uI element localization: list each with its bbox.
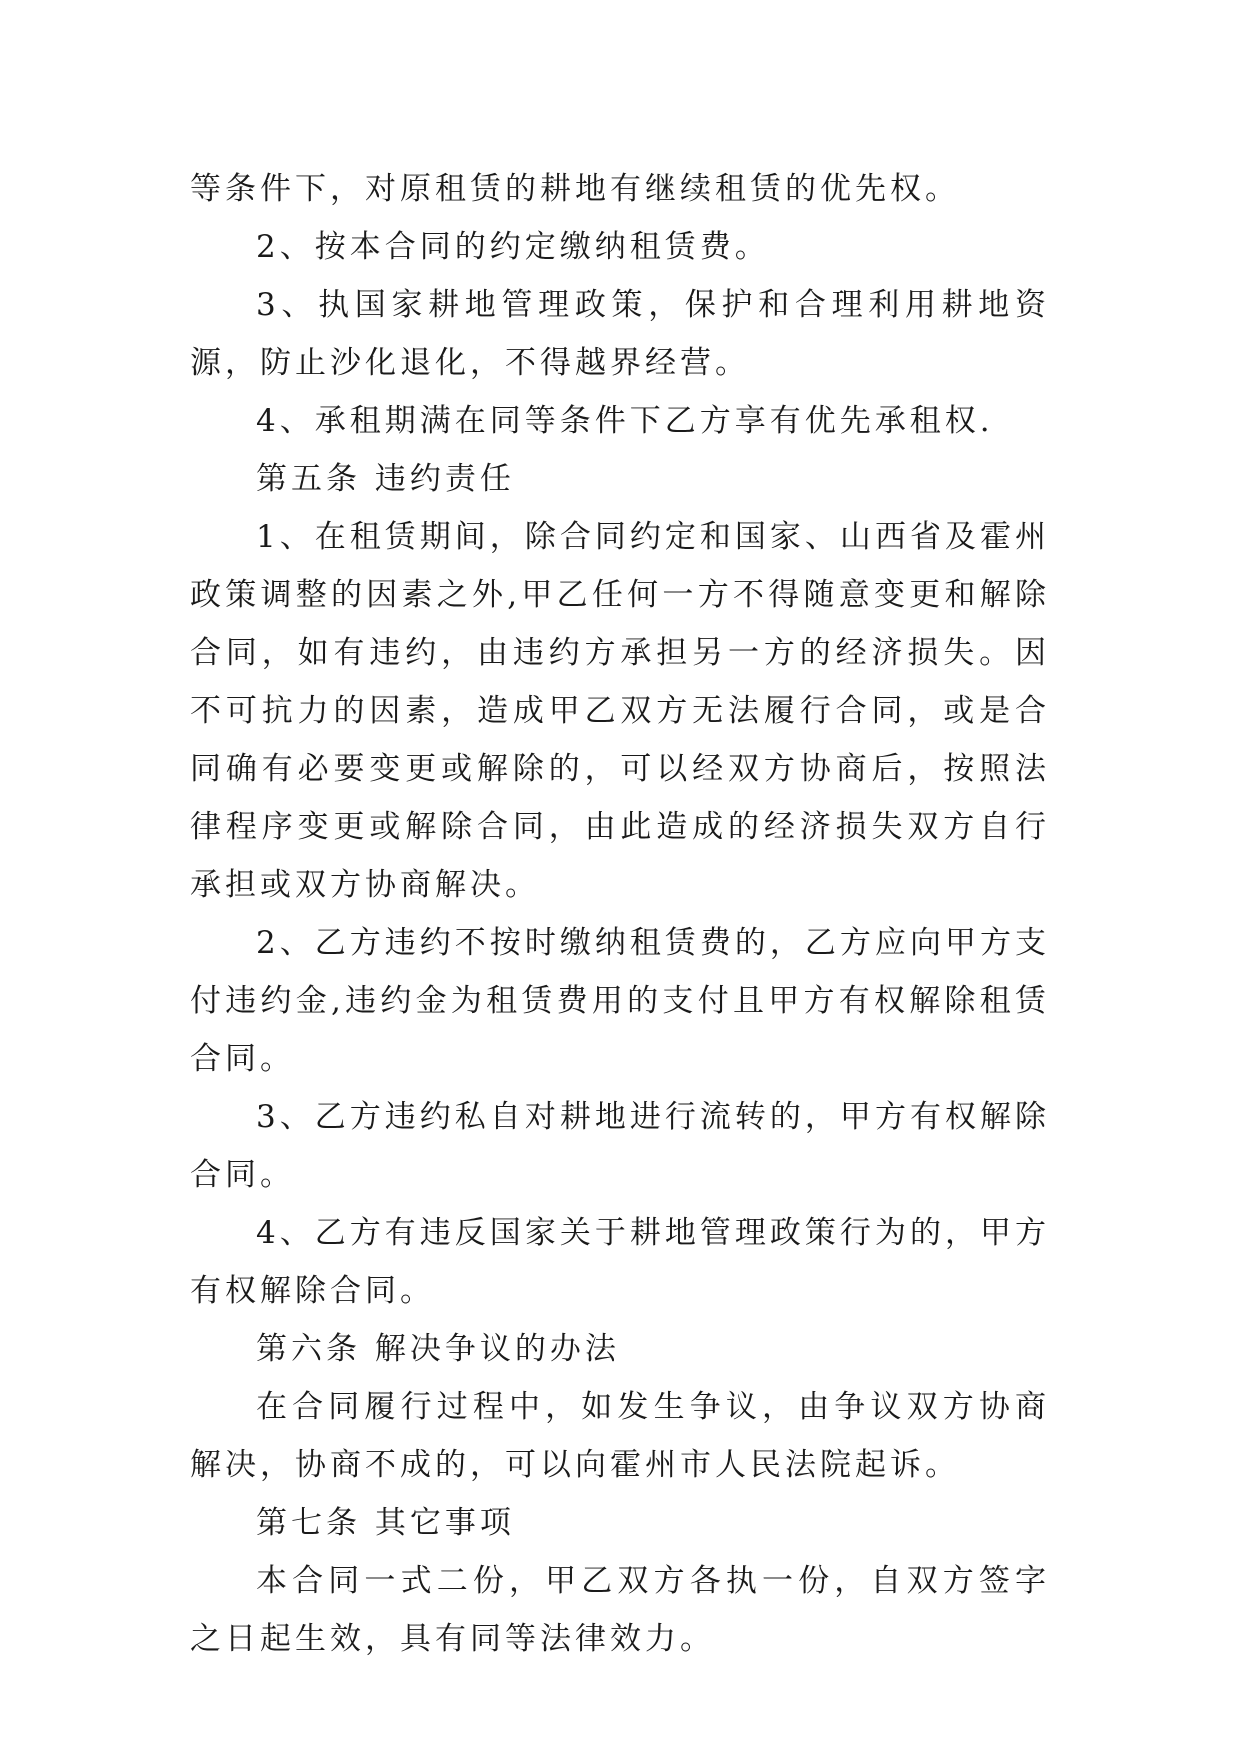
paragraph-clause-3: 3、执国家耕地管理政策，保护和合理利用耕地资源，防止沙化退化，不得越界经营。 bbox=[190, 287, 1050, 381]
paragraph-article-5-item-4: 4、乙方有违反国家关于耕地管理政策行为的，甲方有权解除合同。 bbox=[190, 1215, 1050, 1309]
paragraph-article-5-item-2: 2、乙方违约不按时缴纳租赁费的，乙方应向甲方支付违约金,违约金为租赁费用的支付且甲方有权解除租赁合同。 bbox=[190, 925, 1050, 1077]
document-body bbox=[190, 160, 1050, 1668]
paragraph-article-7: 本合同一式二份，甲乙双方各执一份，自双方签字之日起生效，具有同等法律效力。 bbox=[190, 1563, 1050, 1657]
paragraph-clause-2: 2、按本合同的约定缴纳租赁费。 bbox=[256, 229, 770, 265]
paragraph-clause-4: 4、承租期满在同等条件下乙方享有优先承租权. bbox=[256, 403, 994, 439]
section-heading-article-7: 第七条 其它事项 bbox=[256, 1505, 515, 1541]
section-heading-article-5: 第五条 违约责任 bbox=[256, 461, 515, 497]
paragraph-article-5-item-1: 1、在租赁期间，除合同约定和国家、山西省及霍州政策调整的因素之外,甲乙任何一方不得随意变更和解除合同，如有违约，由违约方承担另一方的经济损失。因不可抗力的因素，造成甲乙双方无法履行合同，或是合同确有必要变更或解除的，可以经双方协商后，按照法律程序变更或解除合同，由此造成的经济损失双方自行承担或双方协商解决。 bbox=[190, 519, 1050, 903]
section-heading-article-6: 第六条 解决争议的办法 bbox=[256, 1331, 620, 1367]
paragraph-article-5-item-3: 3、乙方违约私自对耕地进行流转的，甲方有权解除合同。 bbox=[190, 1099, 1050, 1193]
paragraph-continuation: 等条件下，对原租赁的耕地有继续租赁的优先权。 bbox=[190, 171, 960, 207]
paragraph-article-6: 在合同履行过程中，如发生争议，由争议双方协商解决，协商不成的，可以向霍州市人民法院起诉。 bbox=[190, 1389, 1050, 1483]
